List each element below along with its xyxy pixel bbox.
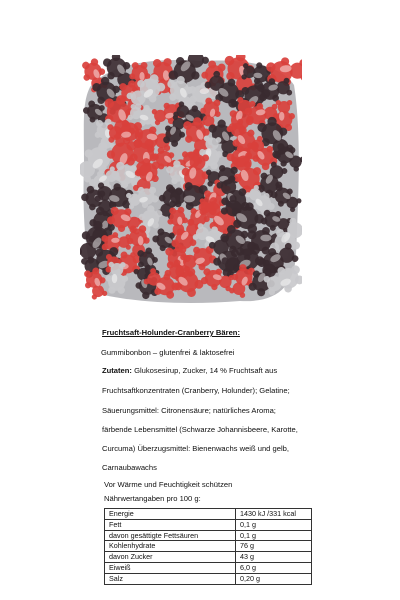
ingredients-line: Carnaubawachs [102, 463, 157, 472]
nutrient-value: 0,1 g [236, 519, 312, 530]
table-row [105, 562, 312, 573]
product-title: Fruchtsaft-Holunder-Cranberry Bären: [102, 328, 240, 337]
nutrient-name: Energie [105, 509, 236, 520]
gummy-bears-image [80, 55, 302, 307]
table-row [105, 541, 312, 552]
ingredients-line [102, 366, 277, 376]
table-row [105, 509, 312, 520]
ingredients-line: Säuerungsmittel: Citronensäure; natürliches Aroma; [102, 406, 276, 415]
table-row [105, 530, 312, 541]
nutrient-name: Salz [105, 573, 236, 584]
ingredients-label: Zutaten: [102, 366, 132, 375]
ingredients-line: Fruchtsaftkonzentraten (Cranberry, Holunder); Gelatine; [102, 386, 290, 395]
product-subtitle: Gummibonbon – glutenfrei & laktosefrei [101, 348, 235, 357]
table-row [105, 552, 312, 563]
nutrient-name: davon gesättigte Fettsäuren [105, 530, 236, 541]
gummy-bears-photo [80, 55, 302, 307]
nutrient-value: 6,0 g [236, 562, 312, 573]
table-row [105, 573, 312, 584]
nutrient-name: Eiweiß [105, 562, 236, 573]
nutrient-value: 1430 kJ /331 kcal [236, 509, 312, 520]
nutrition-heading: Nährwertangaben pro 100 g: [104, 494, 201, 503]
nutrient-name: Fett [105, 519, 236, 530]
nutrient-value: 0,20 g [236, 573, 312, 584]
ingredients-line: färbende Lebensmittel (Schwarze Johannisbeere, Karotte, [102, 425, 298, 434]
nutrient-name: davon Zucker [105, 552, 236, 563]
nutrient-value: 43 g [236, 552, 312, 563]
ingredients-line: Curcuma) Überzugsmittel: Bienenwachs weiß und gelb, [102, 444, 289, 453]
nutrient-name: Kohlenhydrate [105, 541, 236, 552]
nutrition-table [104, 508, 312, 585]
table-row [105, 519, 312, 530]
nutrient-value: 0,1 g [236, 530, 312, 541]
storage-note: Vor Wärme und Feuchtigkeit schützen [104, 480, 233, 489]
ingredients-text: Glukosesirup, Zucker, 14 % Fruchtsaft aus [131, 366, 278, 375]
nutrient-value: 76 g [236, 541, 312, 552]
